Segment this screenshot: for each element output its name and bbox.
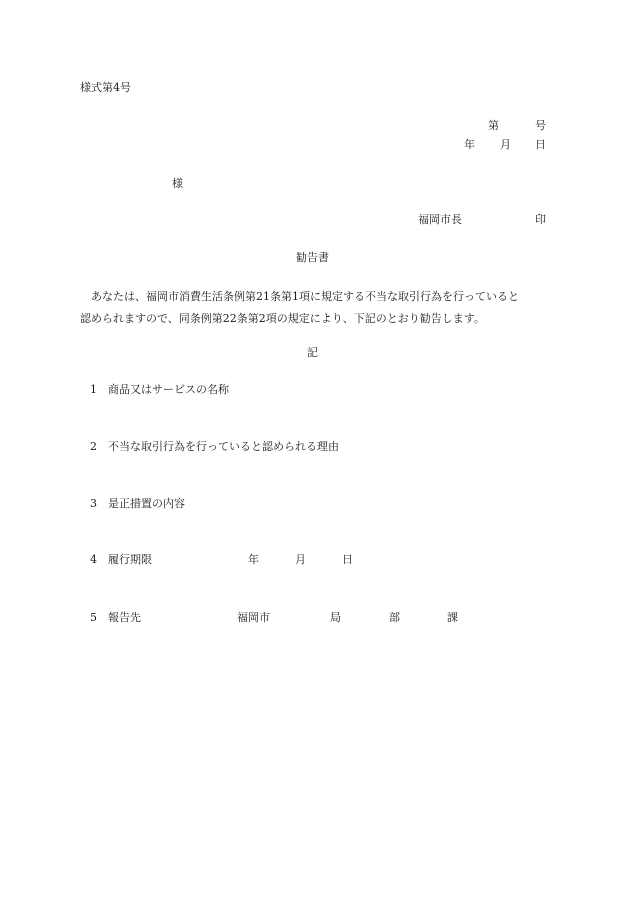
date-day: 日 bbox=[535, 138, 546, 151]
doc-number-dai: 第 bbox=[488, 119, 499, 132]
item-2-num: 2 bbox=[90, 440, 97, 453]
date-year: 年 bbox=[464, 138, 475, 151]
item-4-num: 4 bbox=[90, 553, 97, 566]
ki-heading: 記 bbox=[307, 346, 318, 359]
item-3-label: 是正措置の内容 bbox=[108, 497, 185, 510]
document-title: 勧告書 bbox=[296, 251, 329, 264]
report-section: 課 bbox=[447, 611, 458, 624]
report-city: 福岡市 bbox=[237, 611, 270, 624]
recipient-suffix: 様 bbox=[172, 177, 183, 190]
issuer-seal: 印 bbox=[535, 213, 546, 226]
body-line-2: 認められますので、同条例第22条第2項の規定により、下記のとおり勧告します。 bbox=[80, 312, 485, 325]
body-line-1: あなたは、福岡市消費生活条例第21条第1項に規定する不当な取引行為を行っていると bbox=[91, 290, 519, 303]
report-dept: 部 bbox=[389, 611, 400, 624]
item-5-label: 報告先 bbox=[108, 611, 141, 624]
item-1-label: 商品又はサービスの名称 bbox=[108, 383, 229, 396]
item-2-label: 不当な取引行為を行っていると認められる理由 bbox=[108, 440, 339, 453]
item-5-num: 5 bbox=[90, 611, 97, 624]
deadline-month: 月 bbox=[295, 553, 306, 566]
deadline-day: 日 bbox=[342, 553, 353, 566]
body-text bbox=[80, 286, 550, 330]
form-number: 様式第4号 bbox=[80, 81, 131, 94]
report-bureau: 局 bbox=[330, 611, 341, 624]
date-month: 月 bbox=[500, 138, 511, 151]
item-4-label: 履行期限 bbox=[108, 553, 152, 566]
issuer-name: 福岡市長 bbox=[418, 213, 462, 226]
item-1-num: 1 bbox=[90, 383, 97, 396]
doc-number-go: 号 bbox=[535, 119, 546, 132]
item-3-num: 3 bbox=[90, 497, 97, 510]
deadline-year: 年 bbox=[248, 553, 259, 566]
